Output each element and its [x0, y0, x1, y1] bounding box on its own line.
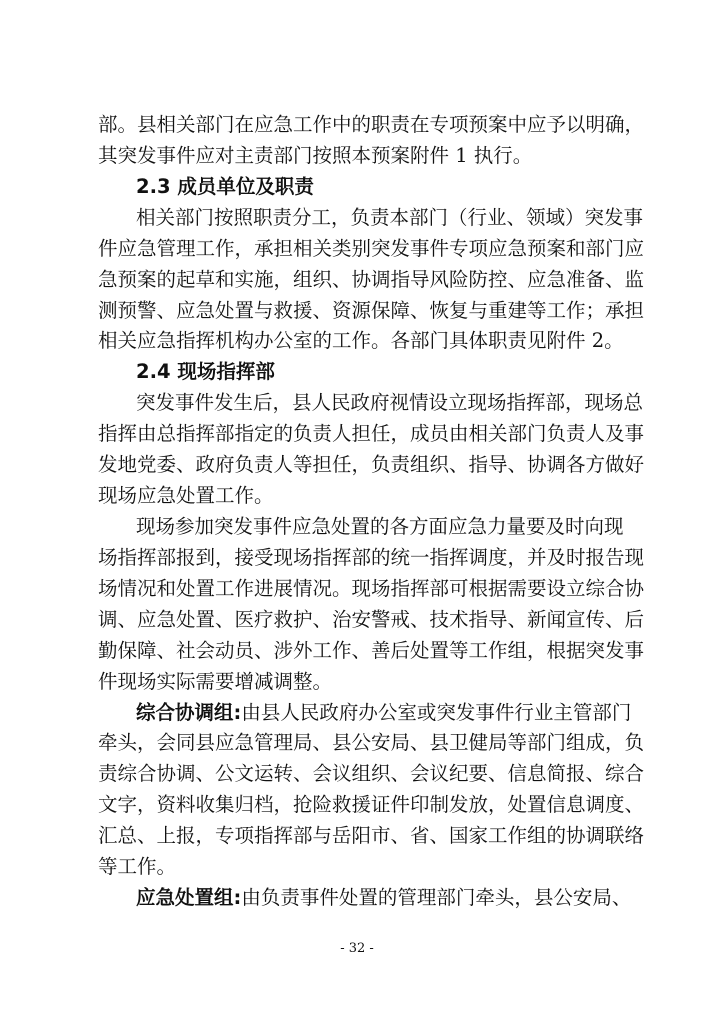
paragraph-line: 汇总、上报，专项指挥部与岳阳市、省、国家工作组的协调联络	[98, 824, 645, 848]
group-paragraph-first-line	[136, 700, 632, 727]
paragraph-line: 责综合协调、公文运转、会议组织、会议纪要、信息简报、综合	[98, 762, 645, 786]
group-paragraph-first-line	[136, 886, 632, 912]
paragraph-line: 现场应急处置工作。	[98, 484, 274, 507]
paragraph-line: 勤保障、社会动员、涉外工作、善后处置等工作组，根据突发事	[98, 638, 645, 662]
paragraph-line: 件应急管理工作，承担相关类别突发事件专项应急预案和部门应	[98, 236, 645, 260]
paragraph-line: 调、应急处置、医疗救护、治安警戒、技术指导、新闻宣传、后	[98, 607, 645, 631]
group-label-coordination: 综合协调组:	[136, 700, 242, 724]
paragraph-line: 突发事件发生后，县人民政府视情设立现场指挥部，现场总	[136, 391, 644, 415]
paragraph-line: 等工作。	[98, 855, 177, 879]
paragraph-line: 现场参加突发事件应急处置的各方面应急力量要及时向现	[136, 515, 624, 538]
group-text: 由负责事件处置的管理部门牵头，县公安局、	[241, 886, 632, 909]
section-heading-2-3: 2.3 成员单位及职责	[136, 174, 314, 198]
group-label-emergency-response: 应急处置组:	[136, 886, 242, 909]
page-number: - 32 -	[340, 941, 374, 956]
paragraph-line: 文字，资料收集归档，抢险救援证件印制发放，处置信息调度、	[98, 793, 645, 817]
paragraph-line: 场指挥部报到，接受现场指挥部的统一指挥调度，并及时报告现	[98, 545, 645, 569]
paragraph-line: 其突发事件应对主责部门按照本预案附件 1 执行。	[98, 143, 533, 167]
paragraph-line: 指挥由总指挥部指定的负责人担任，成员由相关部门负责人及事	[98, 422, 645, 446]
paragraph-line: 件现场实际需要增减调整。	[98, 669, 333, 693]
paragraph-line: 牵头，会同县应急管理局、县公安局、县卫健局等部门组成，负	[98, 731, 645, 755]
paragraph-line: 发地党委、政府负责人等担任，负责组织、指导、协调各方做好	[98, 453, 645, 477]
section-heading-2-4: 2.4 现场指挥部	[136, 360, 275, 384]
paragraph-line: 相关应急指挥机构办公室的工作。各部门具体职责见附件 2。	[98, 329, 624, 353]
group-text: 由县人民政府办公室或突发事件行业主管部门	[241, 700, 632, 724]
paragraph-line: 场情况和处置工作进展情况。现场指挥部可根据需要设立综合协	[98, 576, 645, 600]
paragraph-line: 相关部门按照职责分工，负责本部门（行业、领域）突发事	[136, 205, 644, 229]
paragraph-line: 部。县相关部门在应急工作中的职责在专项预案中应予以明确，	[98, 113, 645, 136]
paragraph-line: 急预案的起草和实施，组织、协调指导风险防控、应急准备、监	[98, 267, 645, 291]
paragraph-line: 测预警、应急处置与救援、资源保障、恢复与重建等工作；承担	[98, 298, 645, 322]
